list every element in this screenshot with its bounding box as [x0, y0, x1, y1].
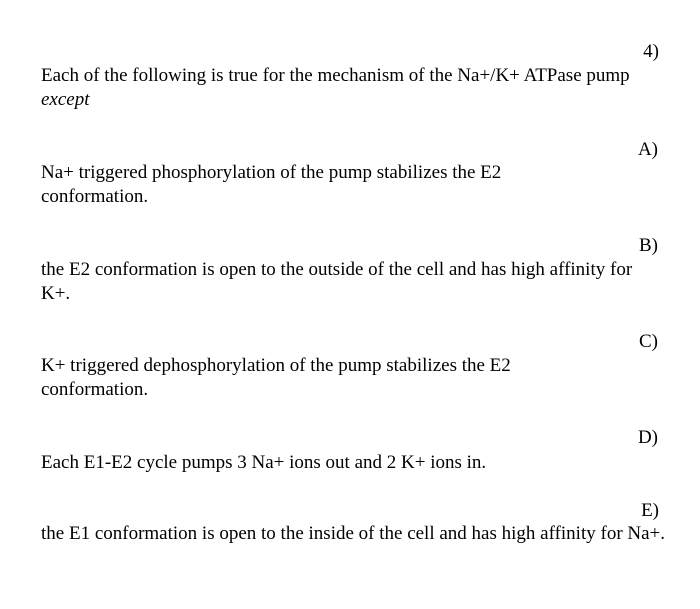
option-b-text: the E2 conformation is open to the outside of the cell and has high affinity for K+. [41, 259, 633, 304]
option-a-text: Na+ triggered phosphorylation of the pump stabilizes the E2 conformation. [41, 162, 502, 207]
question-number: 4) [643, 41, 659, 62]
option-d-text: Each E1-E2 cycle pumps 3 Na+ ions out and 2 K+ ions in. [41, 452, 487, 473]
option-c-text: K+ triggered dephosphorylation of the pump stabilizes the E2 conformation. [41, 355, 511, 400]
option-c-letter: C) [639, 331, 658, 352]
option-e-letter: E) [641, 500, 659, 521]
option-e-text: the E1 conformation is open to the inside of the cell and has high affinity for Na+. [41, 523, 666, 544]
option-d-letter: D) [637, 427, 658, 448]
question-stem: Each of the following is true for the mechanism of the Na+/K+ ATPase pump [41, 65, 630, 86]
option-a-letter: A) [637, 139, 658, 160]
option-b-letter: B) [639, 235, 658, 256]
question-text [41, 64, 641, 112]
question-emphasis: except [41, 89, 90, 110]
